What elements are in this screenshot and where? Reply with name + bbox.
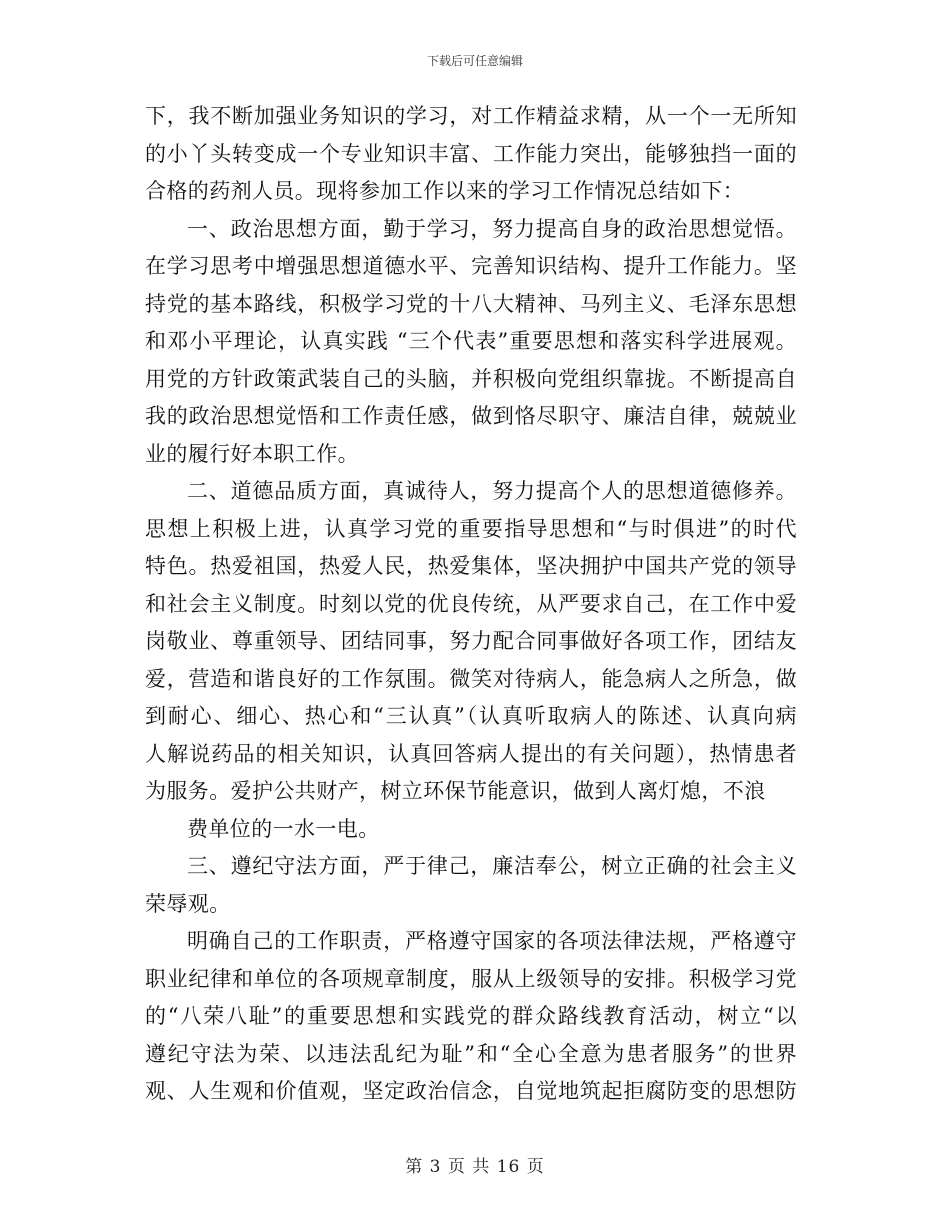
- page-header: 下载后可任意编辑: [426, 54, 523, 68]
- text-line: 和社会主义制度。时刻以党的优良传统，从严要求自己，在工作中爱: [145, 591, 797, 616]
- text-line: 的“八荣八耻”的重要思想和实践党的群众路线教育活动，树立“以: [145, 1004, 797, 1028]
- text-line: 下，我不断加强业务知识的学习，对工作精益求精，从一个一无所知: [145, 104, 797, 128]
- text-line: 持党的基本路线，积极学习党的十八大精神、马列主义、毛泽东思想: [145, 291, 797, 316]
- text-line: 岗敬业、尊重领导、团结同事，努力配合同事做好各项工作，团结友: [145, 629, 797, 653]
- text-line: 荣辱观。: [145, 891, 231, 916]
- text-line: 思想上积极上进，认真学习党的重要指导思想和“与时俱进”的时代: [145, 516, 797, 541]
- text-line: 我的政治思想觉悟和工作责任感，做到恪尽职守、廉洁自律，兢兢业: [145, 404, 797, 428]
- text-line: 观、人生观和价值观，坚定政治信念，自觉地筑起拒腐防变的思想防: [145, 1079, 797, 1103]
- text-line: 费单位的一水一电。: [187, 816, 380, 841]
- text-line: 职业纪律和单位的各项规章制度，服从上级领导的安排。积极学习党: [145, 966, 797, 991]
- text-line: 业的履行好本职工作。: [145, 441, 359, 466]
- text-line: 一、政治思想方面，勤于学习，努力提高自身的政治思想觉悟。: [187, 216, 797, 241]
- text-line: 用党的方针政策武装自己的头脑，并积极向党组织靠拢。不断提高自: [145, 366, 797, 391]
- text-line: 和邓小平理论，认真实践 “三个代表”重要思想和落实科学进展观。: [145, 329, 797, 353]
- text-line: 合格的药剂人员。现将参加工作以来的学习工作情况总结如下：: [145, 179, 745, 203]
- text-line: 为服务。爱护公共财产，树立环保节能意识，做到人离灯熄，不浪: [145, 779, 766, 803]
- text-line: 的小丫头转变成一个专业知识丰富、工作能力突出，能够独挡一面的: [145, 141, 797, 166]
- text-line: 明确自己的工作职责，严格遵守国家的各项法律法规，严格遵守: [187, 929, 797, 953]
- text-line: 到耐心、细心、热心和“三认真”（认真听取病人的陈述、认真向病: [145, 704, 797, 728]
- text-line: 在学习思考中增强思想道德水平、完善知识结构、提升工作能力。坚: [145, 254, 797, 278]
- text-line: 爱，营造和谐良好的工作氛围。微笑对待病人，能急病人之所急，做: [145, 666, 797, 691]
- text-line: 特色。热爱祖国，热爱人民，热爱集体，坚决拥护中国共产党的领导: [145, 554, 797, 578]
- text-line: 三、遵纪守法方面，严于律己，廉洁奉公，树立正确的社会主义: [187, 854, 797, 878]
- body-text: [145, 98, 797, 1111]
- text-line: 遵纪守法为荣、以违法乱纪为耻”和“全心全意为患者服务”的世界: [145, 1041, 797, 1066]
- text-line: 人解说药品的相关知识，认真回答病人提出的有关问题），热情患者: [145, 741, 797, 766]
- text-line: 二、道德品质方面，真诚待人，努力提高个人的思想道德修养。: [187, 479, 797, 503]
- page-footer: 第 3 页 共 16 页: [405, 1157, 545, 1177]
